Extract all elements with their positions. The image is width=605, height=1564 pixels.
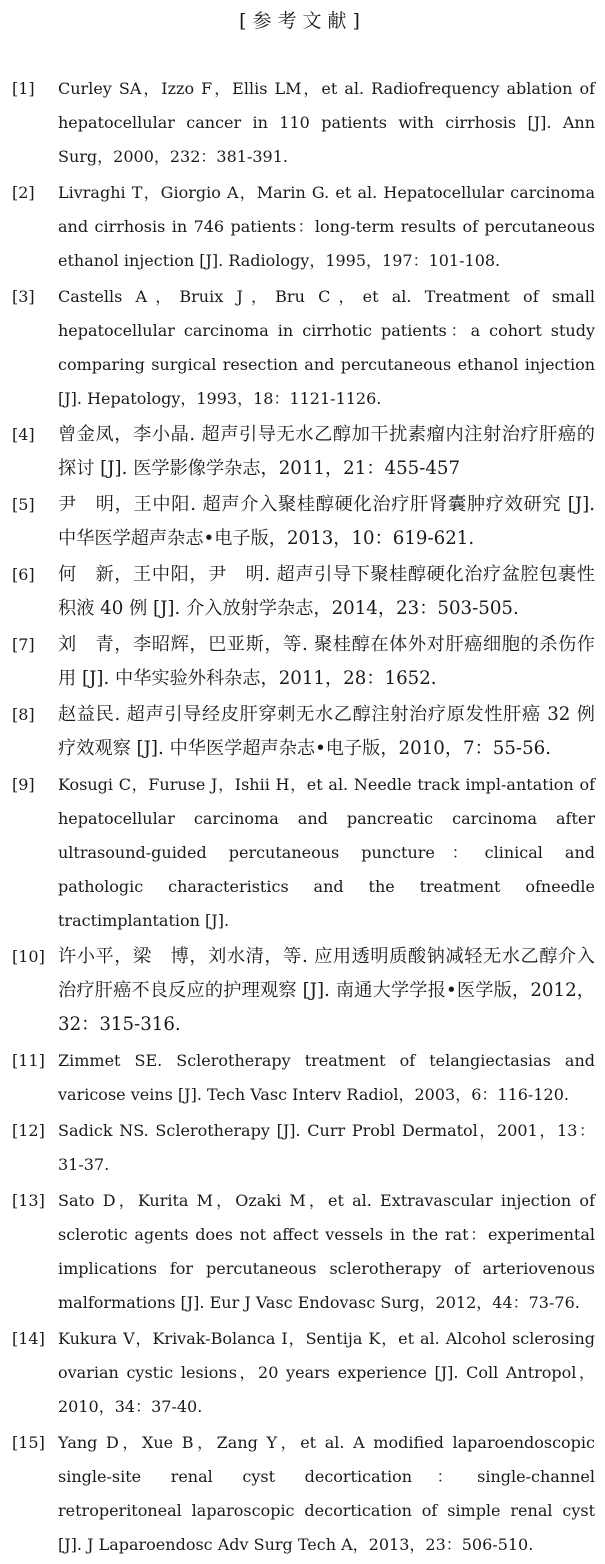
reference-item (12, 418, 595, 486)
page-title: [参考文献] (239, 10, 366, 32)
reference-item (12, 940, 595, 1042)
reference-text: Sadick NS. Sclerotherapy [J]. Curr Probl Dermatol，2001，13：31-37. (58, 1121, 595, 1174)
reference-number: [8] (12, 705, 35, 724)
reference-text: Livraghi T，Giorgio A，Marin G. et al. Hepatocellular carcinoma and cirrhosis in 746 patients：long-term results of percutaneous ethanol injection [J]. Radiology，1995，197：101-108. (58, 183, 595, 270)
reference-text: Kukura V，Krivak-Bolanca I，Sentija K，et al. Alcohol sclerosing ovarian cystic lesions，20 years experience [J]. Coll Antropol，2010，34：37-40. (58, 1329, 595, 1416)
reference-text: Sato D，Kurita M，Ozaki M，et al. Extravascular injection of sclerotic agents does not affect vessels in the rat：experimental implications for percutaneous sclerotherapy of arteriovenous malformations [J]. Eur J Vasc Endovasc Surg，2012，44：73-76. (58, 1191, 595, 1312)
reference-number: [6] (12, 565, 35, 584)
reference-item (12, 280, 595, 416)
reference-item (12, 768, 595, 938)
reference-number: [10] (12, 947, 45, 966)
reference-number: [12] (12, 1121, 45, 1140)
reference-number: [15] (12, 1433, 45, 1452)
reference-text: 刘 青，李昭辉，巴亚斯，等. 聚桂醇在体外对肝癌细胞的杀伤作用 [J]. 中华实验外科杂志，2011，28：1652. (58, 634, 595, 689)
reference-text: Yang D，Xue B，Zang Y，et al. A modified laparoendoscopic single-site renal cyst decortication：single-channel retroperitoneal laparoscopic decortication of simple renal cyst [J]. J Laparoendosc Adv Surg Tech A，2013，23：506-510. (58, 1433, 595, 1554)
reference-item (12, 1114, 595, 1182)
reference-item (12, 1184, 595, 1320)
reference-item (12, 698, 595, 766)
reference-text: Zimmet SE. Sclerotherapy treatment of telangiectasias and varicose veins [J]. Tech Vasc Interv Radiol，2003，6：116-120. (58, 1051, 595, 1104)
reference-text: Kosugi C，Furuse J，Ishii H，et al. Needle track impl-antation of hepatocellular carcinoma and pancreatic carcinoma after ultrasound-guided percutaneous puncture：clinical and pathologic characteristics and the treatment ofneedle tractimplantation [J]. (58, 775, 595, 930)
reference-item (12, 628, 595, 696)
reference-number: [14] (12, 1329, 45, 1348)
reference-text: 曾金凤，李小晶. 超声引导无水乙醇加干扰素瘤内注射治疗肝癌的探讨 [J]. 医学影像学杂志，2011，21：455-457 (58, 424, 595, 479)
reference-item (12, 1044, 595, 1112)
reference-item (12, 1322, 595, 1424)
reference-item (12, 72, 595, 174)
reference-number: [4] (12, 425, 35, 444)
reference-text: 何 新，王中阳，尹 明. 超声引导下聚桂醇硬化治疗盆腔包裹性积液 40 例 [J]. 介入放射学杂志，2014，23：503-505. (58, 564, 595, 619)
reference-number: [1] (12, 79, 35, 98)
reference-number: [13] (12, 1191, 45, 1210)
reference-number: [9] (12, 775, 35, 794)
reference-list (12, 72, 595, 1564)
reference-text: 尹 明，王中阳. 超声介入聚桂醇硬化治疗肝肾囊肿疗效研究 [J]. 中华医学超声杂志•电子版，2013，10：619-621. (58, 494, 595, 549)
reference-text: Curley SA，Izzo F，Ellis LM，et al. Radiofrequency ablation of hepatocellular cancer in 110 patients with cirrhosis [J]. Ann Surg，2000，232：381-391. (58, 79, 595, 166)
reference-item (12, 558, 595, 626)
reference-text: 赵益民. 超声引导经皮肝穿刺无水乙醇注射治疗原发性肝癌 32 例疗效观察 [J]. 中华医学超声杂志•电子版，2010，7：55-56. (58, 704, 595, 759)
reference-number: [7] (12, 635, 35, 654)
reference-text: Castells A，Bruix J，Bru C，et al. Treatment of small hepatocellular carcinoma in cirrhotic patients：a cohort study comparing surgical resection and percutaneous ethanol injection [J]. Hepatology，1993，18：1121-1126. (58, 287, 595, 408)
reference-number: [11] (12, 1051, 45, 1070)
reference-text: 许小平，梁 博，刘水清，等. 应用透明质酸钠减轻无水乙醇介入治疗肝癌不良反应的护理观察 [J]. 南通大学学报•医学版，2012，32：315-316. (58, 946, 595, 1035)
reference-number: [5] (12, 495, 35, 514)
reference-item (12, 176, 595, 278)
reference-item (12, 1426, 595, 1562)
reference-item (12, 488, 595, 556)
reference-number: [2] (12, 183, 35, 202)
reference-number: [3] (12, 287, 35, 306)
